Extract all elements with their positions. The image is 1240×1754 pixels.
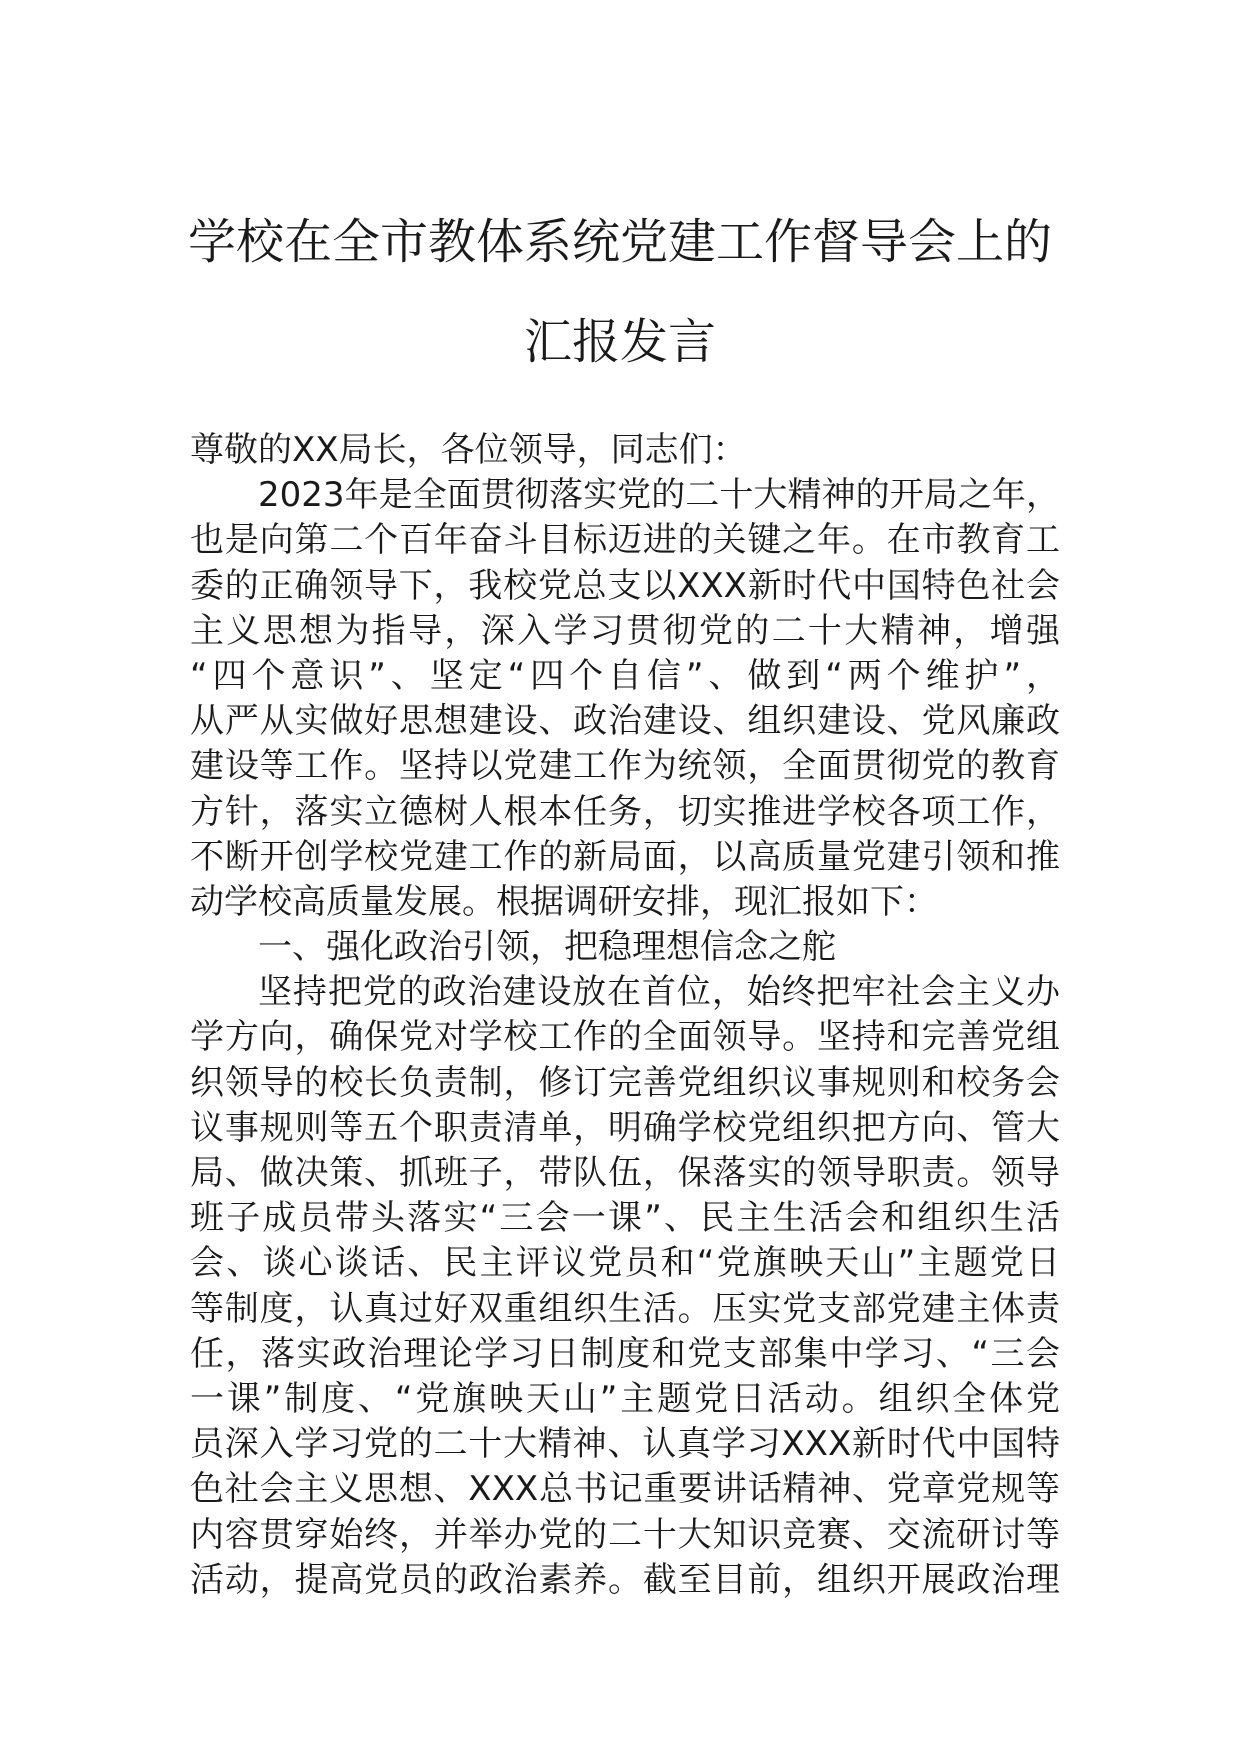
paragraph-line: 不断开创学校党建工作的新局面，以高质量党建引领和推 [190, 836, 1060, 877]
paragraph-line: 学方向，确保党对学校工作的全面领导。坚持和完善党组 [190, 1017, 1060, 1058]
salutation: 尊敬的XX局长，各位领导，同志们： [190, 430, 747, 470]
paragraph-line: 色社会主义思想、XXX总书记重要讲话精神、党章党规等 [190, 1469, 1060, 1510]
paragraph-line: 主义思想为指导，深入学习贯彻党的二十大精神，增强 [190, 610, 1060, 651]
section-heading: 一、强化政治引领，把稳理想信念之舵 [258, 927, 836, 968]
paragraph-line: 建设等工作。坚持以党建工作为统领，全面贯彻党的教育 [190, 746, 1060, 787]
paragraph-line: 一课”制度、“党旗映天山”主题党日活动。组织全体党 [190, 1378, 1060, 1419]
paragraph-line: 织领导的校长负责制，修订完善党组织议事规则和校务会 [190, 1062, 1060, 1103]
paragraph-line: 坚持把党的政治建设放在首位，始终把牢社会主义办 [258, 972, 1060, 1013]
paragraph-line: 内容贯穿始终，并举办党的二十大知识竞赛、交流研讨等 [190, 1514, 1060, 1555]
paragraph-line: 委的正确领导下，我校党总支以XXX新时代中国特色社会 [190, 565, 1060, 606]
paragraph-line: 等制度，认真过好双重组织生活。压实党支部党建主体责 [190, 1288, 1060, 1329]
paragraph-line: 2023年是全面贯彻落实党的二十大精神的开局之年， [258, 475, 1060, 516]
paragraph-line: 员深入学习党的二十大精神、认真学习XXX新时代中国特 [190, 1424, 1060, 1465]
document-title-line-2: 汇报发言 [523, 314, 716, 370]
document-body [190, 428, 1060, 1603]
paragraph-line: 动学校高质量发展。根据调研安排，现汇报如下： [190, 881, 938, 922]
paragraph-line: 班子成员带头落实“三会一课”、民主生活会和组织生活 [190, 1198, 1060, 1239]
paragraph-line: 从严从实做好思想建设、政治建设、组织建设、党风廉政 [190, 701, 1060, 742]
paragraph-line: 议事规则等五个职责清单，明确学校党组织把方向、管大 [190, 1107, 1060, 1148]
paragraph-line: 方针，落实立德树人根本任务，切实推进学校各项工作， [190, 791, 1060, 832]
document-title-line-1: 学校在全市教体系统党建工作督导会上的 [187, 214, 1052, 270]
paragraph-line: 会、谈心谈话、民主评议党员和“党旗映天山”主题党日 [190, 1243, 1060, 1284]
paragraph-line: “四个意识”、坚定“四个自信”、做到“两个维护”， [190, 655, 1060, 696]
paragraph-line: 局、做决策、抓班子，带队伍，保落实的领导职责。领导 [190, 1153, 1060, 1193]
paragraph-line: 也是向第二个百年奋斗目标迈进的关键之年。在市教育工 [190, 520, 1060, 561]
paragraph-line: 活动，提高党员的政治素养。截至目前，组织开展政治理 [190, 1559, 1060, 1600]
paragraph-line: 任，落实政治理论学习日制度和党支部集中学习、“三会 [190, 1333, 1060, 1374]
